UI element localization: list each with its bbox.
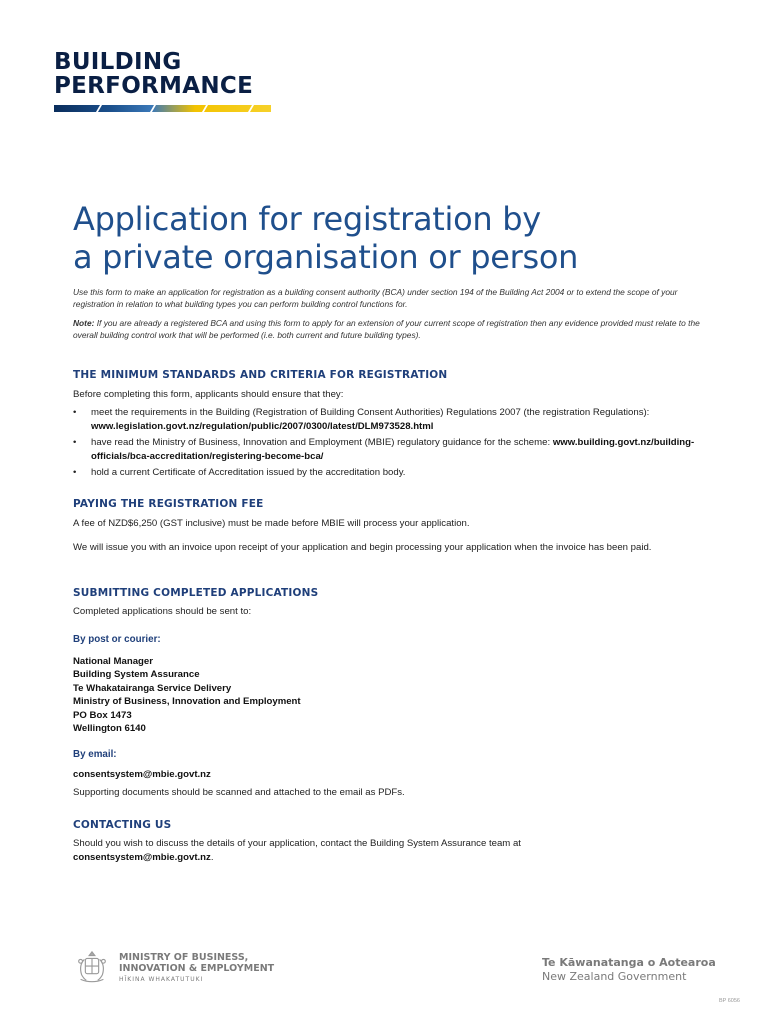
section-heading-submitting: SUBMITTING COMPLETED APPLICATIONS [73,587,319,599]
list-item: • have read the Ministry of Business, Innovation and Employment (MBIE) regulatory guidance for the scheme: www.building.govt.nz/building-officials/bca-accreditation/registering-become-bca/ [73,437,695,462]
note-text: If you are already a registered BCA and using this form to apply for an extension of your current scope of registration then any evidence provided must relate to the overall building control work that will be performed (i.e. both current and future building types). [73,318,700,340]
email-heading: By email: [73,749,117,760]
submitting-lead: Completed applications should be sent to: [73,606,252,617]
contact-email-link[interactable]: consentsystem@mbie.govt.nz [73,851,211,863]
government-maori-name: Te Kāwanatanga o Aotearoa [542,956,716,969]
government-english-name: New Zealand Government [542,970,687,983]
brand-line-1: BUILDING [54,49,182,75]
section-heading-minimum-standards: THE MINIMUM STANDARDS AND CRITERIA FOR REGISTRATION [73,369,448,381]
document-code: BP 6056 [718,998,740,1004]
ministry-name-1: MINISTRY OF BUSINESS, [119,951,249,963]
guidance-link[interactable]: www.building.govt.nz/building-officials/bca-accreditation/registering-become-bca/ [91,437,695,462]
fee-text: A fee of NZD$6,250 (GST inclusive) must be made before MBIE will process your application. [73,518,470,529]
coat-of-arms-icon [73,948,111,986]
post-heading: By post or courier: [73,634,161,645]
invoice-text: We will issue you with an invoice upon receipt of your application and begin processing your application when the invoice has been paid. [73,542,652,553]
ministry-name-2: INNOVATION & EMPLOYMENT [119,962,275,974]
intro-note [73,317,703,341]
note-label: Note: [73,318,95,328]
page-title-line-2: a private organisation or person [73,238,579,276]
ministry-logo [73,948,274,986]
section-heading-contacting: CONTACTING US [73,819,172,831]
contact-text: Should you wish to discuss the details of your application, contact the Building System Assurance team at consentsystem@mbie.govt.nz. [73,838,521,863]
brand-color-bar [54,105,271,112]
email-link[interactable]: consentsystem@mbie.govt.nz [73,769,211,780]
list-item: • meet the requirements in the Building (Registration of Building Consent Authorities) Regulations 2007 (the registration Regulations): www.legislation.govt.nz/regulation/public/2007/0300/latest/DLM973528.html [73,407,650,432]
criteria-list [73,406,703,483]
intro-text: Use this form to make an application for registration as a building consent authority (BCA) under section 194 of the Building Act 2004 or to extend the scope of your registration in relation to what building types you can perform building control functions for. [73,287,678,309]
brand-line-2: PERFORMANCE [54,73,254,99]
postal-address: National Manager Building System Assurance Te Whakatairanga Service Delivery Ministry of Business, Innovation and Employment PO Box 1473 Wellington 6140 [73,656,301,735]
page-title [73,200,578,276]
section-lead: Before completing this form, applicants should ensure that they: [73,389,344,400]
list-item: • hold a current Certificate of Accreditation issued by the accreditation body. [73,467,406,478]
page-title-line-1: Application for registration by [73,200,541,238]
ministry-maori-name: HĪKINA WHAKATUTUKI [119,975,204,983]
section-heading-fee: PAYING THE REGISTRATION FEE [73,498,264,510]
legislation-link[interactable]: www.legislation.govt.nz/regulation/public/2007/0300/latest/DLM973528.html [91,420,434,432]
nz-government-logo [542,956,716,984]
email-note: Supporting documents should be scanned and attached to the email as PDFs. [73,787,405,798]
brand-logo [54,50,253,98]
